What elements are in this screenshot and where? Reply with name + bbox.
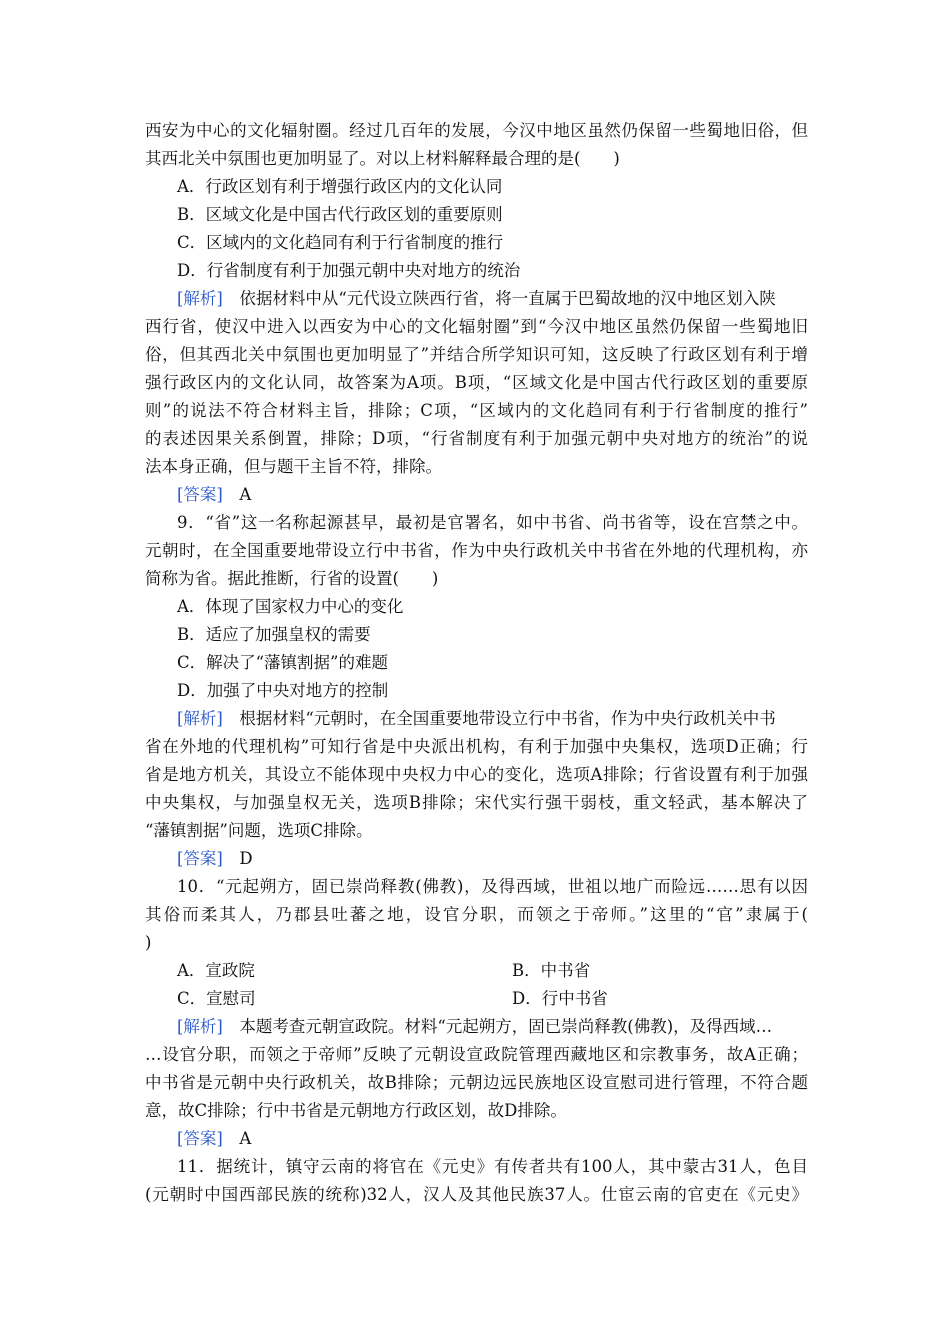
q9-analysis-line-1	[177, 709, 776, 729]
q9-stem-line-2: 元朝时，在全国重要地带设立行中书省，作为中央行政机关中书省在外地的代理机构，亦	[145, 541, 808, 560]
q10-answer-line	[177, 1129, 251, 1149]
answer-label: [答案]	[177, 485, 223, 504]
q8-answer: A	[222, 485, 252, 504]
q10-analysis-line-2: …设官分职，而领之于帝师”反映了元朝设宣政院管理西藏地区和宗教事务，故A正确；	[145, 1045, 808, 1064]
q8-analysis-line-2: 西行省，使汉中进入以西安为中心的文化辐射圈”到“今汉中地区虽然仍保留一些蜀地旧	[145, 317, 808, 336]
q10-option-a: A．宣政院	[177, 961, 255, 980]
q9-analysis-text-1: 根据材料“元朝时，在全国重要地带设立行中书省，作为中央行政机关中书	[222, 709, 776, 728]
q10-analysis-text-1: 本题考查元朝宣政院。材料“元起朔方，固已崇尚释教(佛教)，及得西域…	[222, 1017, 773, 1036]
q8-option-d: D．行省制度有利于加强元朝中央对地方的统治	[177, 261, 521, 280]
q8-analysis-line-3: 俗，但其西北关中氛围也更加明显了”并结合所学知识可知，这反映了行政区划有利于增	[145, 345, 808, 364]
q10-answer: A	[222, 1129, 252, 1148]
q8-analysis-line-6: 的表述因果关系倒置，排除；D项，“行省制度有利于加强元朝中央对地方的统治”的说	[145, 429, 808, 448]
q11-stem-line-1: 11．据统计，镇守云南的将官在《元史》有传者共有100人，其中蒙古31人，色目	[177, 1157, 808, 1176]
q10-option-d: D．行中书省	[512, 989, 608, 1008]
q10-analysis-line-3: 中书省是元朝中央行政机关，故B排除；元朝边远民族地区设宣慰司进行管理，不符合题	[145, 1073, 808, 1092]
q9-stem-line-1: 9．“省”这一名称起源甚早，最初是官署名，如中书省、尚书省等，设在宫禁之中。	[177, 513, 808, 532]
q9-option-d: D．加强了中央对地方的控制	[177, 681, 389, 700]
q9-answer: D	[222, 849, 253, 868]
q8-option-b: B．区域文化是中国古代行政区划的重要原则	[177, 205, 503, 224]
q8-analysis-text-1: 依据材料中从“元代设立陕西行省，将一直属于巴蜀故地的汉中地区划入陕	[222, 289, 776, 308]
analysis-label: [解析]	[177, 709, 223, 728]
q8-answer-line	[177, 485, 251, 505]
q9-option-a: A．体现了国家权力中心的变化	[177, 597, 404, 616]
q10-option-b: B．中书省	[512, 961, 591, 980]
q11-stem-line-2: (元朝时中国西部民族的统称)32人，汉人及其他民族37人。仕宦云南的官吏在《元史》	[145, 1185, 808, 1204]
q9-analysis-line-5: “藩镇割据”问题，选项C排除。	[145, 821, 373, 840]
q9-stem-line-3: 简称为省。据此推断，行省的设置( )	[145, 569, 439, 588]
q8-analysis-line-1	[177, 289, 776, 309]
q10-option-c: C．宣慰司	[177, 989, 256, 1008]
q9-option-c: C．解决了“藩镇割据”的难题	[177, 653, 388, 672]
q10-analysis-line-4: 意，故C排除；行中书省是元朝地方行政区划，故D排除。	[145, 1101, 567, 1120]
q8-analysis-line-5: 则”的说法不符合材料主旨，排除；C项，“区域内的文化趋同有利于行省制度的推行”	[145, 401, 808, 420]
q9-analysis-line-4: 中央集权，与加强皇权无关，选项B排除；宋代实行强干弱枝，重文轻武，基本解决了	[145, 793, 808, 812]
analysis-label: [解析]	[177, 1017, 223, 1036]
q8-analysis-line-7: 法本身正确，但与题干主旨不符，排除。	[145, 457, 442, 476]
q9-analysis-line-2: 省在外地的代理机构”可知行省是中央派出机构，有利于加强中央集权，选项D正确；行	[145, 737, 808, 756]
q10-stem-line-3: )	[145, 933, 152, 952]
q8-option-c: C．区域内的文化趋同有利于行省制度的推行	[177, 233, 504, 252]
analysis-label: [解析]	[177, 289, 223, 308]
answer-label: [答案]	[177, 849, 223, 868]
q9-answer-line	[177, 849, 253, 869]
q9-analysis-line-3: 省是地方机关，其设立不能体现中央权力中心的变化，选项A排除；行省设置有利于加强	[145, 765, 808, 784]
q8-analysis-line-4: 强行政区内的文化认同，故答案为A项。B项，“区域文化是中国古代行政区划的重要原	[145, 373, 808, 392]
q10-analysis-line-1	[177, 1017, 772, 1037]
q10-stem-line-1: 10．“元起朔方，固已崇尚释教(佛教)，及得西域，世祖以地广而险远……思有以因	[177, 877, 808, 896]
q8-stem-line-1: 西安为中心的文化辐射圈。经过几百年的发展，今汉中地区虽然仍保留一些蜀地旧俗，但	[145, 121, 808, 140]
q10-stem-line-2: 其俗而柔其人，乃郡县吐蕃之地，设官分职，而领之于帝师。”这里的“官”隶属于(	[145, 905, 808, 924]
answer-label: [答案]	[177, 1129, 223, 1148]
q8-option-a: A．行政区划有利于增强行政区内的文化认同	[177, 177, 503, 196]
q9-option-b: B．适应了加强皇权的需要	[177, 625, 371, 644]
q8-stem-line-2: 其西北关中氛围也更加明显了。对以上材料解释最合理的是( )	[145, 149, 620, 168]
